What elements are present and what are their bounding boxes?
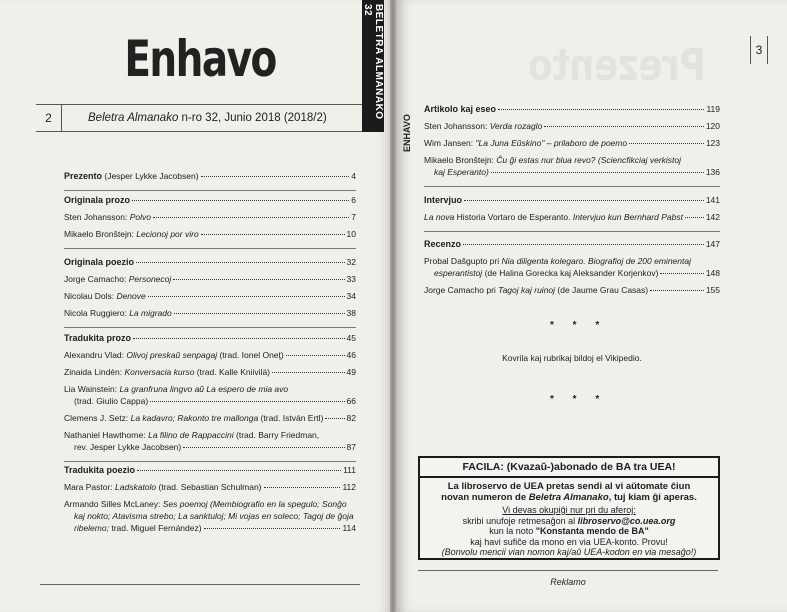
toc-entry[interactable]: Alexandru Vlad: Olivoj preskaŭ senpagaj (trad. Ionel Oneţ) 46 (64, 350, 356, 360)
toc-section-recenzo (424, 238, 720, 296)
vertical-section-label: ENHAVO (402, 114, 412, 152)
toc-entry[interactable]: Jorge Camacho pri Tagoj kaj ruinoj (de Jaume Grau Casas) 155 (424, 285, 720, 295)
email-address: libroservo@co.uea.org (577, 515, 676, 526)
side-tab-label: BELETRA ALMANAKO 32 (362, 4, 384, 120)
toc-section-originala-prozo (64, 194, 356, 249)
toc-entry-continued[interactable]: ribelemo; trad. Miguel Fernández) 114 (74, 523, 356, 533)
toc-entry[interactable]: Nicolau Dols: Denove 34 (64, 291, 356, 301)
toc-entry[interactable]: Sten Johansson: Polvo 7 (64, 212, 356, 222)
page-title: Enhavo (124, 30, 276, 88)
ad-headline: FACILA: (Kvazaŭ-)abonado de BA tra UEA! (420, 458, 718, 478)
toc-entry-continued[interactable]: (trad. Giulio Cappa) 66 (74, 396, 356, 406)
toc-entry[interactable]: Nathaniel Hawthorne: La filino de Rappaccini (trad. Barry Friedman, (64, 430, 320, 440)
ad-instructions: Vi devas okupiĝi nur pri du aferoj: skribi unufoje retmesaĝon al libroservo@co.uea.org kun la noto "Konstanta mendo de BA" kaj havi sufiĉe da mono en via UEA-konto. Provu! (462, 505, 676, 547)
toc-entry[interactable]: Nicola Ruggiero: La migrado 38 (64, 308, 356, 318)
toc-entry[interactable]: Mara Pastor: Ladskatolo (trad. Sebastian Schulman) 112 (64, 482, 356, 492)
toc-heading-intervjuo[interactable]: Intervjuo 141 (424, 195, 720, 205)
toc-section-tradukita-prozo (64, 332, 356, 462)
toc-heading-artikolo[interactable]: Artikolo kaj eseo 119 (424, 104, 720, 114)
ad-body: La libroservo de UEA pretas sendi al vi aŭtomate ĉiun novan numeron de Beletra Almanako, tuj kiam ĝi aperas. (441, 481, 697, 503)
footer-rule-right (418, 570, 718, 571)
show-through-ghost-title: Prezento (528, 40, 706, 91)
toc-heading-tradukita-prozo[interactable]: Tradukita prozo 45 (64, 333, 356, 343)
toc-entry-continued[interactable]: rev. Jesper Lykke Jacobsen) 87 (74, 442, 356, 452)
toc-entry[interactable]: Clemens J. Setz: La kadavro; Rakonto tre mallonga (trad. István Ertl) 82 (64, 413, 356, 423)
footer-label: Reklamo (550, 577, 586, 587)
toc-entry[interactable]: Probal Daŝgupto pri Nia diligenta kolegaro. Biografioj de 200 eminentaj (424, 256, 691, 266)
page-number-left: 2 (36, 104, 62, 132)
footer-rule-left (40, 584, 360, 585)
subscription-ad-box (418, 456, 720, 560)
section-divider-stars: * * * (550, 394, 608, 405)
page-number-right: 3 (750, 36, 768, 64)
toc-entry[interactable]: Jorge Camacho: Personecoj 33 (64, 274, 356, 284)
toc-entry[interactable]: Sten Johansson: Verda rozaglo 120 (424, 121, 720, 131)
image-credit: Kovrila kaj rubrikaj bildoj el Vikipedio. (502, 353, 642, 363)
vertical-side-tab (362, 0, 384, 132)
toc-section-tradukita-poezio (64, 464, 356, 534)
toc-entry[interactable]: Mikaelo Bronŝtejn: Lecionoj por viro 10 (64, 229, 356, 239)
toc-entry[interactable]: Armando Silles McLaney: Ses poemoj (Membiografio en la spegulo; Sonĝo (64, 499, 347, 509)
toc-entry[interactable]: Wim Jansen: "La Juna Eŭskino" – prilaboro de poemo 123 (424, 138, 720, 148)
toc-left (64, 170, 356, 191)
toc-entry[interactable]: Zinaida Lindén: Konversacia kurso (trad. Kalle Kniivilä) 49 (64, 367, 356, 377)
toc-section-intervjuo (424, 194, 720, 232)
toc-section-originala-poezio (64, 256, 356, 328)
toc-entry-continued[interactable]: kaj nokto; Atavisma strebo; La sanktuloj; Mi vojas en soleco; Tagoj de ĝoja (74, 511, 354, 521)
toc-entry[interactable]: Mikaelo Bronŝtejn: Ĉu ĝi estas nur blua revo? (Sciencfikciaj verkistoj (424, 155, 682, 165)
section-divider-stars: * * * (550, 320, 608, 331)
toc-entry-continued[interactable]: esperantistoj (de Halina Gorecka kaj Aleksander Korjenkov) 148 (434, 268, 720, 278)
toc-entry-continued[interactable]: kaj Esperanto) 136 (434, 167, 720, 177)
toc-heading-originala-poezio[interactable]: Originala poezio 32 (64, 257, 356, 267)
toc-section-artikolo (424, 103, 720, 187)
ad-note: (Bonvolu mencii vian nomon kaj/aŭ UEA-kodon en via mesaĝo!) (441, 547, 697, 557)
toc-entry[interactable]: Lia Wainstein: La granfruna lingvo aŭ La espero de mia avo (64, 384, 289, 394)
toc-entry[interactable]: La nova Historia Vortaro de Esperanto. Intervjuo kun Bernhard Pabst 142 (424, 212, 720, 222)
toc-heading-originala-prozo[interactable]: Originala prozo 6 (64, 195, 356, 205)
issue-subtitle: Beletra Almanako n-ro 32, Junio 2018 (2018/2) (88, 112, 327, 124)
toc-entry-prezento[interactable]: Prezento (Jesper Lykke Jacobsen) 4 (64, 171, 356, 181)
toc-heading-recenzo[interactable]: Recenzo 147 (424, 239, 720, 249)
toc-heading-tradukita-poezio[interactable]: Tradukita poezio 111 (64, 465, 356, 475)
